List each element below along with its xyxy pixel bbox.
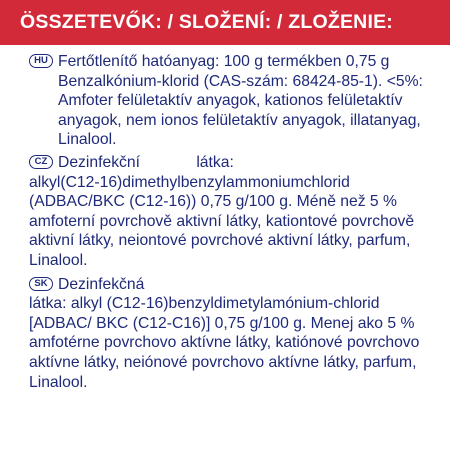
section-sk-line-4: amfotérne povrchovo aktívne látky, katiónové povrchovo bbox=[29, 334, 420, 352]
section-cz-line-2: alkyl(C12-16)dimethylbenzylammoniumchlorid bbox=[29, 173, 350, 191]
section-sk bbox=[29, 275, 420, 393]
section-cz-line-4: amfoterní povrchově aktivní látky, kationtové povrchově bbox=[29, 212, 415, 230]
section-hu-line-2: Benzalkónium-klorid (CAS-szám: 68424-85-1). <5%: bbox=[58, 72, 423, 90]
section-hu-line-5: Linalool. bbox=[58, 131, 117, 149]
section-hu-line-3: Amfoter felületaktív anyagok, kationos felületaktív bbox=[58, 92, 403, 110]
section-cz-line-5: aktivní látky, neiontové povrchové aktivní látky, parfum, bbox=[29, 232, 411, 250]
section-sk-line-5: aktívne látky, neiónové povrchovo aktívne látky, parfum, bbox=[29, 353, 417, 371]
language-badge-cz: CZ bbox=[29, 155, 53, 169]
section-hu bbox=[34, 52, 423, 150]
language-badge-hu: HU bbox=[29, 54, 53, 68]
header-title: ÖSSZETEVŐK: / SLOŽENÍ: / ZLOŽENIE: bbox=[20, 11, 393, 33]
section-cz-line-1: Dezinfekční látka: bbox=[58, 153, 234, 171]
section-sk-line-1: Dezinfekčná bbox=[58, 275, 145, 293]
header-bar bbox=[0, 0, 450, 45]
section-sk-line-2: látka: alkyl (C12-16)benzyldimetylamónium-chlorid bbox=[29, 295, 380, 313]
ingredients-content bbox=[29, 52, 423, 392]
section-sk-line-3: [ADBAC/ BKC (C12-C16)] 0,75 g/100 g. Menej ako 5 % bbox=[29, 314, 415, 332]
language-badge-sk: SK bbox=[29, 277, 53, 291]
section-hu-line-4: anyagok, nem ionos felületaktív anyagok, illatanyag, bbox=[58, 111, 421, 129]
section-cz-line-6: Linalool. bbox=[29, 251, 88, 269]
section-cz bbox=[29, 153, 415, 271]
section-cz-line-3: (ADBAC/BKC (C12-16)) 0,75 g/100 g. Méně než 5 % bbox=[29, 193, 397, 211]
section-hu-line-1: Fertőtlenítő hatóanyag: 100 g termékben 0,75 g bbox=[58, 53, 390, 70]
section-sk-line-6: Linalool. bbox=[29, 373, 88, 391]
